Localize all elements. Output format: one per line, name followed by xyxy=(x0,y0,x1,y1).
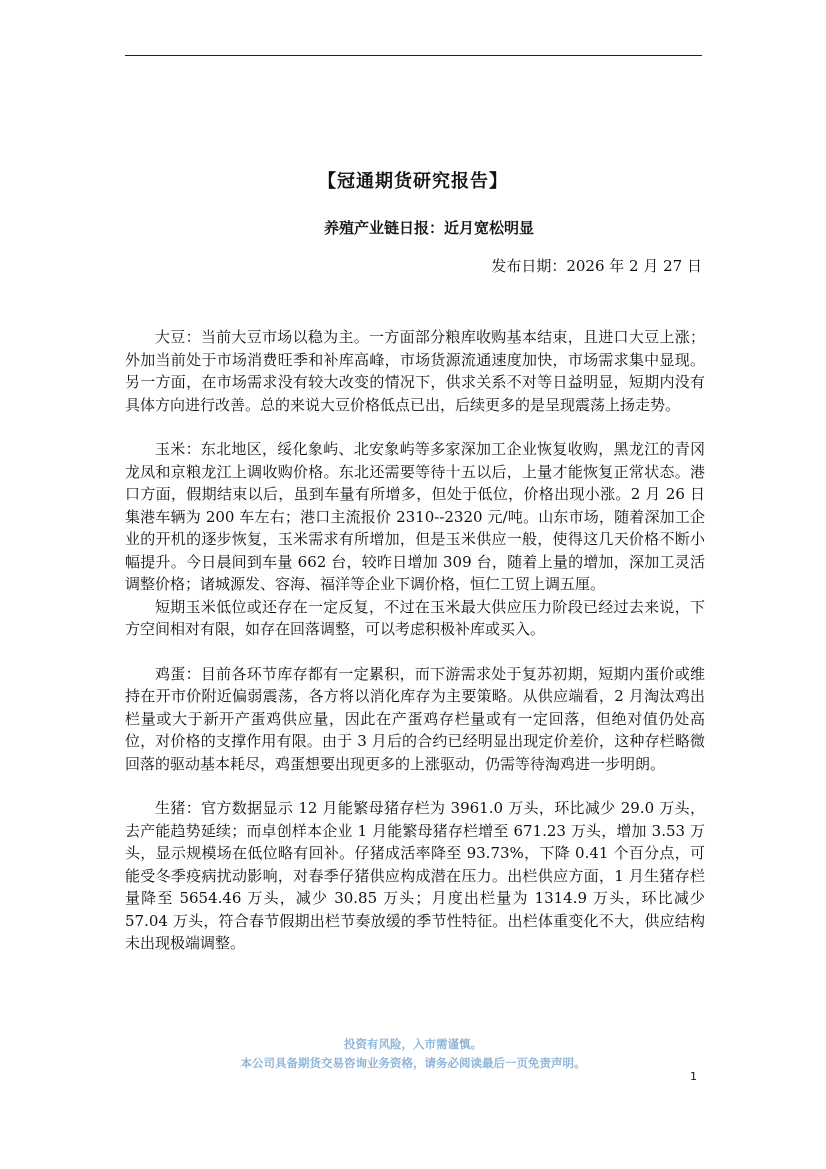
corn-outlook-paragraph: 短期玉米低位或还存在一定反复，不过在玉米最大供应压力阶段已经过去来说，下方空间相对有限，如存在回落调整，可以考虑积极补库或买入。 xyxy=(125,597,705,638)
report-subtitle: 养殖产业链日报：近月宽松明显 xyxy=(323,219,534,237)
corn-paragraph: 玉米：东北地区，绥化象屿、北安象屿等多家深加工企业恢复收购，黑龙江的青冈龙凤和京粮龙江上调收购价格。东北还需要等待十五以后，上量才能恢复正常状态。港口方面，假期结束以后，虽到车量有所增多，但处于低位，价格出现小涨。2 月 26 日集港车辆为 200 车左右；港口主流报价 2310--2320 元/吨。山东市场，随着深加工企业的开机的逐步恢复，玉米需求有所增加，但是玉米供应一般，使得这几天价格不断小幅提升。今日晨间到车量 662 台，较昨日增加 309 台，随着上量的增加，深加工灵活调整价格；诸城源发、容海、福洋等企业下调价格，恒仁工贸上调五厘。 xyxy=(125,440,705,593)
publish-date: 发布日期：2026 年 2 月 27 日 xyxy=(491,257,702,275)
report-title: 【冠通期货研究报告】 xyxy=(318,171,508,192)
footer-disclaimer xyxy=(0,1035,826,1073)
hog-paragraph: 生猪：官方数据显示 12 月能繁母猪存栏为 3961.0 万头，环比减少 29.0 万头，去产能趋势延续；而卓创样本企业 1 月能繁母猪存栏增至 671.23 万头，增加 3.53 万头，显示规模场在低位略有回补。仔猪成活率降至 93.73%，下降 0.41 个百分点，可能受冬季疫病扰动影响，对春季仔猪供应构成潜在压力。出栏供应方面，1 月生猪存栏量降至 5654.46 万头，减少 30.85 万头；月度出栏量为 1314.9 万头，环比减少 57.04 万头，符合春节假期出栏节奏放缓的季节性特征。出栏体重变化不大，供应结构未出现极端调整。 xyxy=(125,799,705,952)
egg-paragraph: 鸡蛋：目前各环节库存都有一定累积，而下游需求处于复苏初期，短期内蛋价或维持在开市价附近偏弱震荡，各方将以消化库存为主要策略。从供应端看，2 月淘汰鸡出栏量或大于新开产蛋鸡供应量，因此在产蛋鸡存栏量或有一定回落，但绝对值仍处高位，对价格的支撑作用有限。由于 3 月后的合约已经明显出现定价差价，这种存栏略微回落的驱动基本耗尽，鸡蛋想要出现更多的上涨驱动，仍需等待淘鸡进一步明朗。 xyxy=(125,664,705,773)
soybean-paragraph: 大豆：当前大豆市场以稳为主。一方面部分粮库收购基本结束，且进口大豆上涨；外加当前处于市场消费旺季和补库高峰，市场货源流通速度加快，市场需求集中显现。另一方面，在市场需求没有较大改变的情况下，供求关系不对等日益明显，短期内没有具体方向进行改善。总的来说大豆价格低点已出，后续更多的是呈现震荡上扬走势。 xyxy=(125,328,705,414)
risk-notice: 投资有风险，入市需谨慎。 xyxy=(344,1037,482,1051)
qualification-notice: 本公司具备期货交易咨询业务资格，请务必阅读最后一页免责声明。 xyxy=(240,1056,586,1070)
report-body xyxy=(125,326,705,955)
header-divider xyxy=(125,55,702,56)
page-number: 1 xyxy=(690,1070,697,1083)
